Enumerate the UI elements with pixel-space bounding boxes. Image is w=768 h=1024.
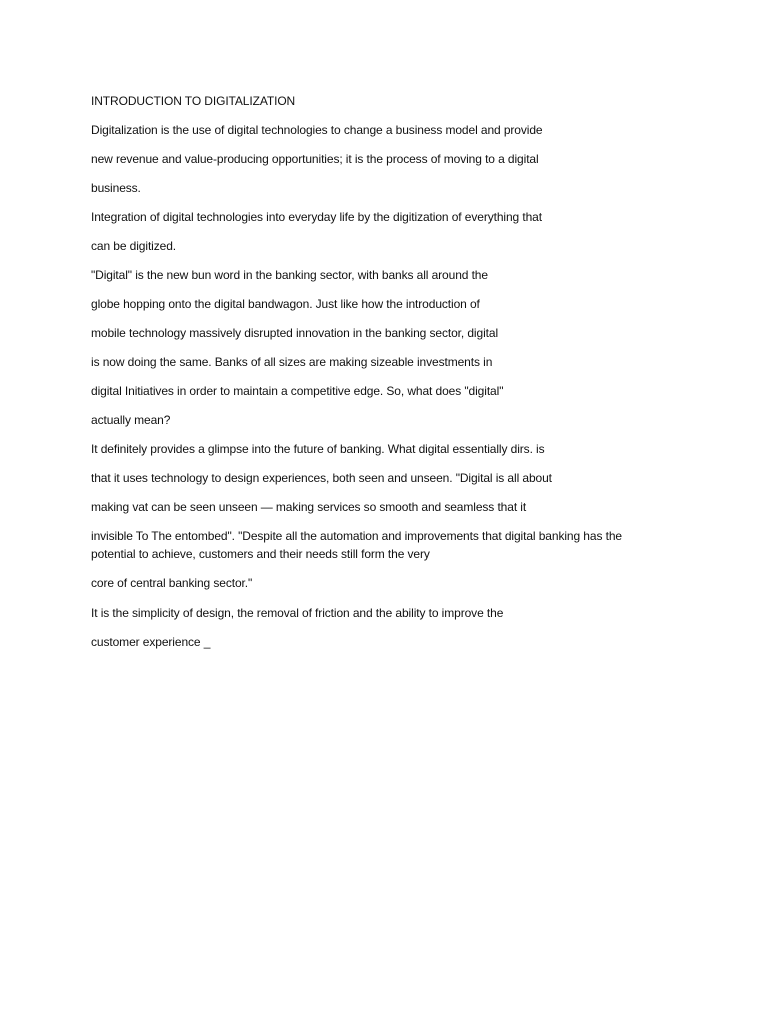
- text-line: core of central banking sector.": [91, 576, 253, 590]
- text-line: that it uses technology to design experiences, both seen and unseen. "Digital is all about: [91, 471, 552, 485]
- text-line: globe hopping onto the digital bandwagon. Just like how the introduction of: [91, 297, 480, 311]
- text-line: customer experience _: [91, 635, 211, 649]
- text-line: potential to achieve, customers and their needs still form the very: [91, 547, 430, 561]
- text-line: It is the simplicity of design, the removal of friction and the ability to improve the: [91, 606, 504, 620]
- text-line: is now doing the same. Banks of all sizes are making sizeable investments in: [91, 355, 493, 369]
- text-line: Integration of digital technologies into everyday life by the digitization of everything that: [91, 210, 542, 224]
- text-line: digital Initiatives in order to maintain a competitive edge. So, what does "digital": [91, 384, 504, 398]
- text-line: new revenue and value-producing opportunities; it is the process of moving to a digital: [91, 152, 539, 166]
- text-line: invisible To The entombed". "Despite all the automation and improvements that digital banking has the: [91, 529, 622, 543]
- text-line: mobile technology massively disrupted innovation in the banking sector, digital: [91, 326, 499, 340]
- text-line: "Digital" is the new bun word in the banking sector, with banks all around the: [91, 268, 488, 282]
- text-line: business.: [91, 181, 141, 195]
- text-line: can be digitized.: [91, 239, 177, 253]
- text-line: actually mean?: [91, 413, 171, 427]
- document-title: INTRODUCTION TO DIGITALIZATION: [91, 94, 296, 108]
- text-line: Digitalization is the use of digital technologies to change a business model and provide: [91, 123, 543, 137]
- text-line: It definitely provides a glimpse into the future of banking. What digital essentially dirs. is: [91, 442, 545, 456]
- text-line: making vat can be seen unseen — making services so smooth and seamless that it: [91, 500, 527, 514]
